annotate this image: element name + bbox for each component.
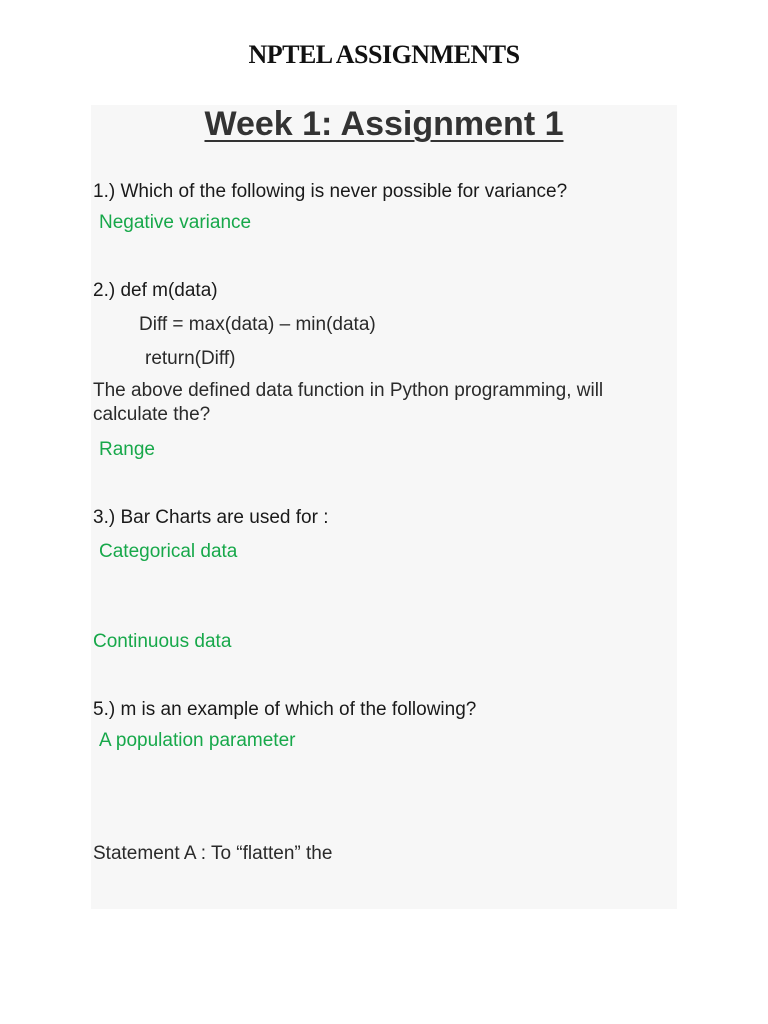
question-1-text: 1.) Which of the following is never possible for variance?	[93, 181, 568, 202]
question-3-text: 3.) Bar Charts are used for :	[93, 507, 329, 528]
question-2-code-line-1: 2.) def m(data)	[93, 280, 218, 301]
question-5-text: 5.) m is an example of which of the following?	[93, 699, 477, 720]
question-2-answer: Range	[99, 439, 155, 460]
week-title: Week 1: Assignment 1	[204, 105, 564, 143]
question-5-answer: A population parameter	[99, 730, 296, 751]
question-4-answer: Continuous data	[93, 631, 232, 652]
question-2-text: The above defined data function in Python programming, will calculate the?	[93, 380, 604, 425]
assignment-panel	[91, 105, 677, 909]
question-1-answer: Negative variance	[99, 212, 252, 233]
question-3-answer: Categorical data	[99, 541, 238, 562]
question-6-text: Statement A : To “flatten” the	[93, 843, 333, 864]
question-2-code-line-3: return(Diff)	[145, 348, 236, 369]
question-2-code-line-2: Diff = max(data) – min(data)	[139, 314, 376, 335]
page-header-title: NPTEL ASSIGNMENTS	[248, 40, 520, 69]
